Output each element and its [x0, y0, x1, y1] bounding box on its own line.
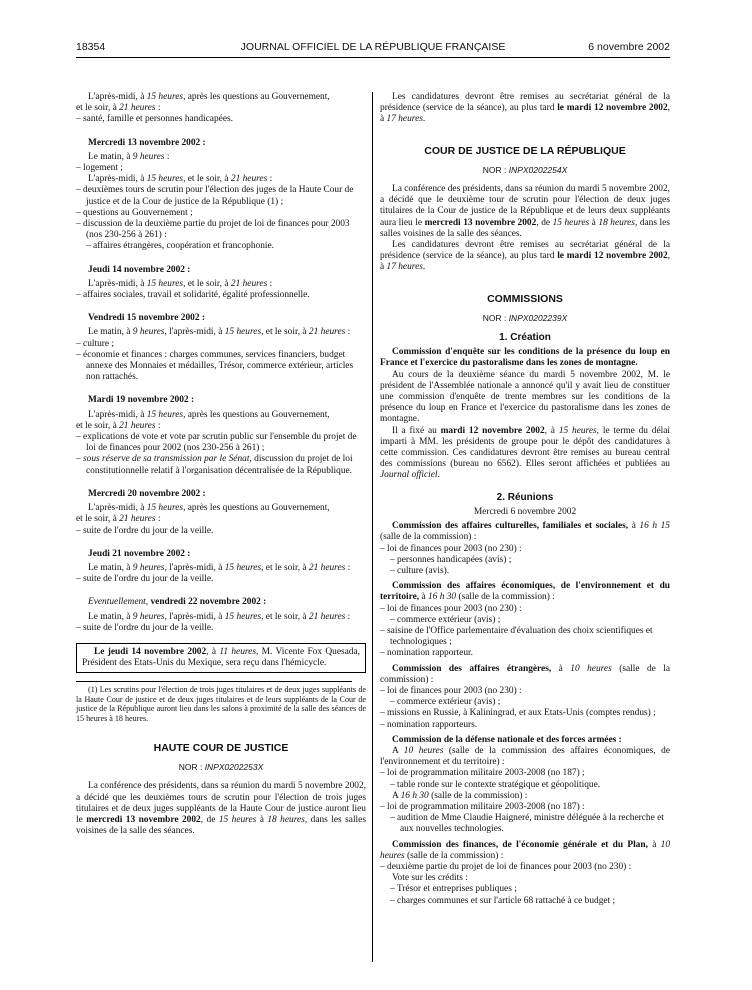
agenda-subitem: – commerce extérieur (avis) ; [390, 614, 501, 625]
agenda-item: – suite de l'ordre du jour de la veille. [76, 574, 214, 585]
commission-line: Commission des finances, de l'économie générale et du Plan, à 10 heures (salle de la commission) : [380, 839, 670, 861]
agenda-item: – culture ; [76, 338, 115, 349]
cour-justice-section [380, 146, 670, 274]
agenda-subitem: – culture (avis). [390, 565, 450, 576]
session-line: A 10 heures (salle de la commission des affaires économiques, de l'environnement et du territoire) : [380, 745, 670, 768]
agenda-day-mer20 [76, 489, 366, 537]
day-heading: Jeudi 21 novembre 2002 : [88, 548, 191, 559]
paragraph: La conférence des présidents, dans sa réunion du mardi 5 novembre 2002, a décidé que les deuxièmes tours de scrutin pour l'élection de trois juges titulaires et de deux juges suppléants de la Haute Cour de justice auront lieu le mercredi 13 novembre 2002, de 15 heures à 18 heures, dans les salles voisines de la salle des séances. [76, 781, 366, 837]
meeting-date: Mercredi 6 novembre 2002 [473, 506, 577, 517]
nor-reference: NOR : INPX0202239X [482, 312, 568, 323]
commission-meeting [380, 735, 670, 836]
agenda-item: – affaires sociales, travail et solidarité, égalité professionnelle. [76, 290, 310, 301]
section-title: HAUTE COUR DE JUSTICE [153, 741, 289, 754]
agenda-item: – santé, famille et personnes handicapées. [76, 114, 233, 125]
agenda-item: – loi de programmation militaire 2003-2008 (no 187) : [380, 801, 585, 812]
agenda-day-ven15 [76, 313, 366, 383]
agenda-item: – loi de finances pour 2003 (no 230) : [380, 543, 522, 554]
agenda-day-jeu14 [76, 265, 366, 302]
session-line: L'après-midi, à 15 heures, après les questions au Gouvernement, [88, 503, 330, 514]
agenda-subitem: – commerce extérieur (avis) ; [390, 697, 501, 708]
session-line: L'après-midi, à 15 heures, après les questions au Gouvernement, [88, 409, 330, 420]
subsection-title: 2. Réunions [496, 491, 554, 503]
agenda-item: – sous réserve de sa transmission par le Sénat, discussion du projet de loi constitutionnelle relatif à l'organisation décentralisée de la République. [76, 454, 353, 476]
agenda-intro [76, 92, 366, 126]
paragraph: Les candidatures devront être remises au secrétariat général de la présidence (service de la séance), au plus tard le mardi 12 novembre 2002, à 17 heures. [380, 92, 670, 125]
right-column [380, 92, 670, 907]
day-heading: Eventuellement, vendredi 22 novembre 2002 : [88, 597, 267, 608]
agenda-item: – suite de l'ordre du jour de la veille. [76, 622, 214, 633]
agenda-subitem: – table ronde sur le contexte stratégique et géopolitique. [390, 779, 601, 790]
agenda-item: – explications de vote et vote par scrutin public sur l'ensemble du projet de loi de finances pour 2002 (nos 230-256 à 261) ; [76, 432, 357, 454]
agenda-item: – nomination rapporteur. [380, 648, 473, 659]
session-line: et le soir, à 21 heures : [76, 420, 161, 431]
commission-meeting [380, 840, 670, 907]
agenda-subitem: – charges communes et sur l'article 68 rattaché à ce budget ; [390, 895, 616, 906]
intro-line: et le soir, à 21 heures : [76, 103, 161, 114]
footnote-rule [76, 681, 352, 682]
commission-name: Commission d'enquête sur les conditions de la présence du loup en France et l'exercice du pastoralisme dans les zones de montagne. [380, 347, 670, 369]
header-rule [76, 57, 670, 58]
nor-reference: NOR : INPX0202253X [178, 762, 264, 773]
haute-cour-section [76, 743, 366, 837]
agenda-item: – deuxièmes tours de scrutin pour l'élection des juges de la Haute Cour de justice et de la Cour de justice de la République (1) ; [76, 185, 354, 207]
commissions-section [380, 294, 670, 907]
agenda-subitem: – audition de Mme Claudie Haigneré, ministre déléguée à la recherche et aux nouvelles technologies. [390, 813, 664, 835]
journal-title: JOURNAL OFFICIEL DE LA RÉPUBLIQUE FRANÇAISE [240, 41, 506, 53]
agenda-item: – discussion de la deuxième partie du projet de loi de finances pour 2003 (nos 230-256 à 261) : [76, 219, 350, 241]
agenda-item: – nomination rapporteurs. [380, 719, 478, 730]
agenda-item: – missions en Russie, à Kaliningrad, et aux Etats-Unis (comptes rendus) ; [380, 708, 656, 719]
agenda-item: – suite de l'ordre du jour de la veille. [76, 525, 214, 536]
page-header [76, 41, 670, 55]
session-line: et le soir, à 21 heures : [76, 514, 161, 525]
agenda-item: – logement ; [76, 163, 123, 174]
agenda-day-mer13 [76, 138, 366, 253]
agenda-subitem: – personnes handicapées (avis) ; [390, 554, 512, 565]
nor-reference: NOR : INPX0202254X [482, 164, 568, 175]
section-title: COMMISSIONS [487, 292, 563, 305]
session-line: Le matin, à 9 heures, l'après-midi, à 15 heures, et le soir, à 21 heures : [88, 562, 351, 573]
agenda-day-jeu21 [76, 549, 366, 586]
agenda-day-mar19 [76, 395, 366, 476]
session-line: A 16 h 30 (salle de la commission) : [392, 790, 528, 801]
left-column [76, 92, 366, 837]
footnote: (1) Les scrutins pour l'élection de trois juges titulaires et de deux juges suppléants de la Haute Cour de justice et de deux juges titulaires et de leurs suppléants de la Cour de justice de la République auront lieu dans les salons à proximité de la salle des séances de 15 heures à 18 heures. [76, 685, 366, 723]
day-heading: Mercredi 20 novembre 2002 : [88, 488, 206, 499]
paragraph: Il a fixé au mardi 12 novembre 2002, à 15 heures, le terme du délai imparti à MM. les présidents de groupe pour le dépôt des candidatures à cette commission. Ces candidatures devront être remises au bureau central des commissions (bureau no 6562). Elles seront affichées et publiées au Journal officiel. [380, 425, 671, 481]
issue-date: 6 novembre 2002 [588, 41, 670, 53]
commission-line: Commission des affaires étrangères, à 10 heures (salle de la commission) : [380, 663, 670, 685]
agenda-item: – saisine de l'Office parlementaire d'évaluation des choix scientifiques et technologiques ; [380, 625, 653, 648]
agenda-item: – questions au Gouvernement ; [76, 207, 193, 218]
session-line: Le matin, à 9 heures : [88, 151, 170, 162]
session-line: L'après-midi, à 15 heures, et le soir, à 21 heures : [88, 278, 273, 289]
commission-line: Commission de la défense nationale et des forces armées : [392, 734, 622, 745]
commission-meeting [380, 581, 670, 659]
commission-line: Commission des affaires économiques, de l'environnement et du territoire, à 16 h 30 (salle de la commission) : [380, 581, 670, 603]
session-line: Le matin, à 9 heures, l'après-midi, à 15 heures, et le soir, à 21 heures : [88, 327, 351, 338]
agenda-item: – deuxième partie du projet de loi de finances pour 2003 (no 230) : [380, 861, 632, 872]
vote-line: Vote sur les crédits : [392, 873, 468, 884]
intro-line: L'après-midi, à 15 heures, après les questions au Gouvernement, [88, 92, 330, 102]
commission-meeting [380, 521, 670, 577]
day-heading: Jeudi 14 novembre 2002 : [88, 264, 191, 275]
section-title: COUR DE JUSTICE DE LA RÉPUBLIQUE [424, 144, 626, 157]
column-divider [372, 92, 373, 962]
subsection-title: 1. Création [499, 332, 551, 344]
paragraph: Les candidatures devront être remises au secrétariat général de la présidence (service de la séance), au plus tard le mardi 12 novembre 2002, à 17 heures. [380, 240, 670, 273]
day-heading: Mercredi 13 novembre 2002 : [88, 137, 206, 148]
paragraph: Au cours de la deuxième séance du mardi 5 novembre 2002, M. le président de l'Assemblée nationale a annoncé qu'il y avait lieu de constituer une commission d'enquête de trente membres sur les conditions de la présence du loup en France et l'exercice du pastoralisme dans les zones de montagne. [380, 369, 670, 425]
day-heading: Mardi 19 novembre 2002 : [88, 395, 195, 406]
commission-meeting [380, 664, 670, 731]
commission-line: Commission des affaires culturelles, familiales et sociales, à 16 h 15 (salle de la commission) : [380, 521, 670, 543]
session-line: Le matin, à 9 heures, l'après-midi, à 15 heures, et le soir, à 21 heures : [88, 611, 351, 622]
agenda-item: – loi de finances pour 2003 (no 230) : [380, 603, 522, 614]
agenda-item: – loi de finances pour 2003 (no 230) : [380, 685, 522, 696]
session-line: L'après-midi, à 15 heures, et le soir, à 21 heures : [88, 174, 273, 185]
day-heading: Vendredi 15 novembre 2002 : [88, 313, 206, 324]
visit-notice-box: Le jeudi 14 novembre 2002, à 11 heures, M. Vicente Fox Quesada, Président des Etats-Unis du Mexique, sera reçu dans l'hémicycle. [76, 643, 366, 673]
agenda-item: – loi de programmation militaire 2003-2008 (no 187) ; [380, 768, 585, 779]
agenda-item: – économie et finances : charges communes, services financiers, budget annexe des Monnaies et médailles, Trésor, commerce extérieur, articles non rattachés. [76, 349, 354, 383]
agenda-subitem: – Trésor et entreprises publiques ; [390, 884, 517, 895]
agenda-subitem: – affaires étrangères, coopération et francophonie. [86, 241, 275, 252]
page-number: 18354 [76, 41, 106, 53]
agenda-day-ven22 [76, 597, 366, 634]
paragraph: La conférence des présidents, dans sa réunion du mardi 5 novembre 2002, a décidé que le deuxième tour de scrutin pour l'élection de deux juges titulaires de la Cour de justice de la République et de leurs deux suppléants aura lieu le mercredi 13 novembre 2002, de 15 heures à 18 heures, dans les salles voisines de la salle des séances. [380, 184, 670, 239]
